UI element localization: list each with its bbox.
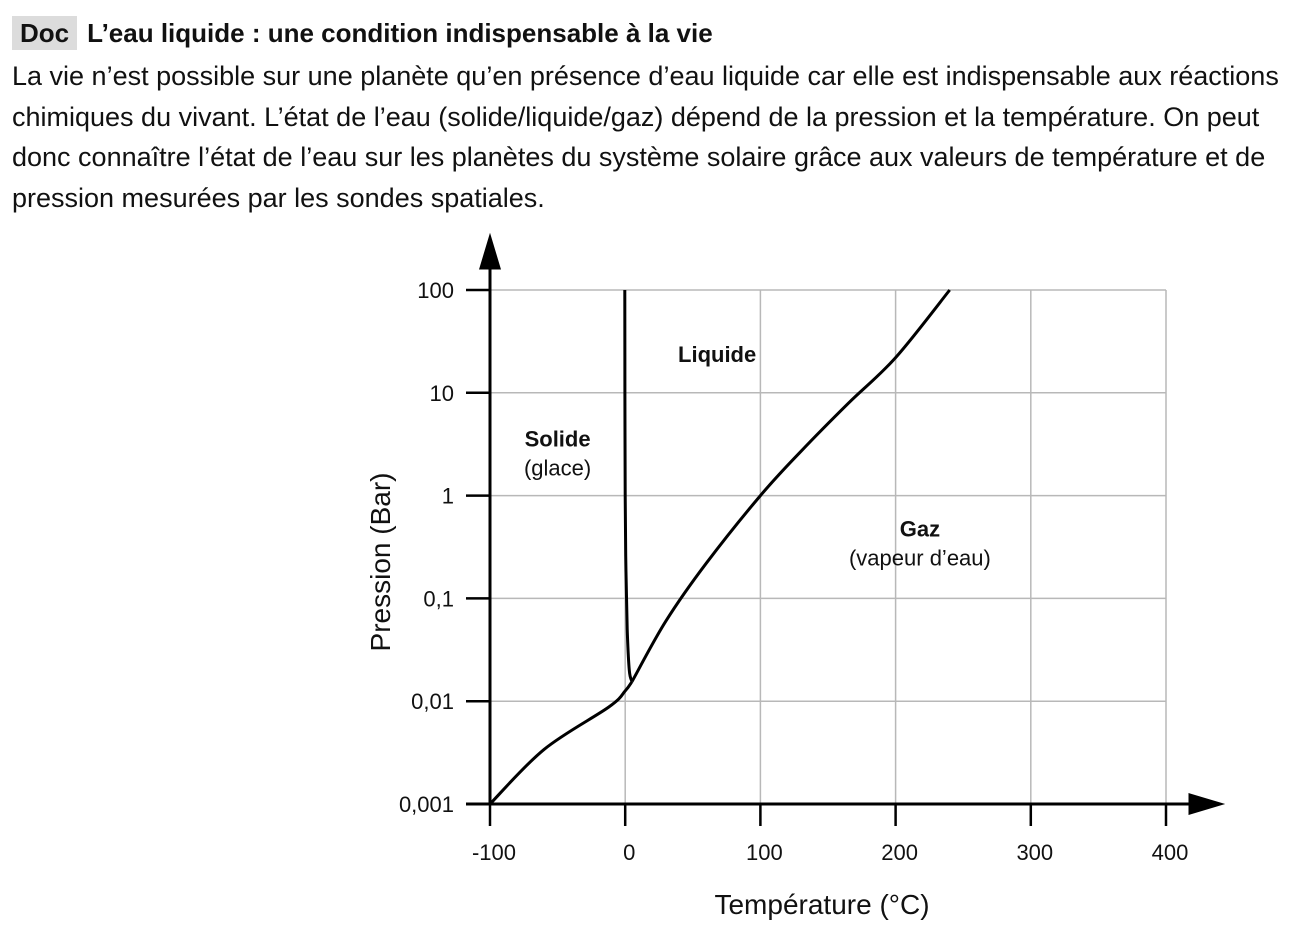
x-tick-label: 200 [881, 840, 918, 865]
region-label-solide: Solide [524, 426, 591, 452]
region-label-liquide: Liquide [678, 341, 757, 367]
doc-title: L’eau liquide : une condition indispensable à la vie [87, 18, 713, 48]
x-axis-arrow [1190, 795, 1220, 813]
y-axis-label: Pression (Bar) [365, 472, 396, 652]
chart-labels [365, 342, 991, 920]
x-axis-label: Température (°C) [714, 889, 930, 920]
y-tick-label: 0,1 [423, 586, 454, 612]
y-tick-label: 10 [429, 380, 454, 406]
chart-grid [490, 290, 1166, 804]
sublimation-curve [490, 682, 632, 804]
y-axis-arrow [481, 238, 499, 268]
x-tick-label: 400 [1151, 840, 1189, 865]
y-tick-label: 1 [441, 483, 454, 509]
x-tick-label: -100 [471, 840, 517, 865]
region-sublabel-solide: (glace) [523, 455, 592, 481]
doc-badge: Doc [12, 16, 77, 50]
y-tick-label: 0,01 [411, 689, 454, 715]
region-sublabel-gaz: (vapeur d’eau) [848, 545, 991, 571]
fusion-curve [625, 290, 632, 682]
y-tick-label: 100 [417, 278, 454, 303]
x-tick-label: 100 [746, 840, 783, 865]
y-tick-label: 0,001 [398, 792, 454, 817]
intro-paragraph: La vie n’est possible sur une planète qu’en présence d’eau liquide car elle est indispensable aux réactions chimiques du vivant. L’état de l’eau (solide/liquide/gaz) dépend de la pression et la température. On peut donc connaître l’état de l’eau sur les planètes du système solaire grâce aux valeurs de température et de pression mesurées par les sondes spatiales. [12, 61, 1279, 213]
x-tick-label: 300 [1016, 840, 1054, 865]
region-label-gaz: Gaz [899, 516, 941, 542]
x-tick-label: 0 [623, 840, 636, 865]
